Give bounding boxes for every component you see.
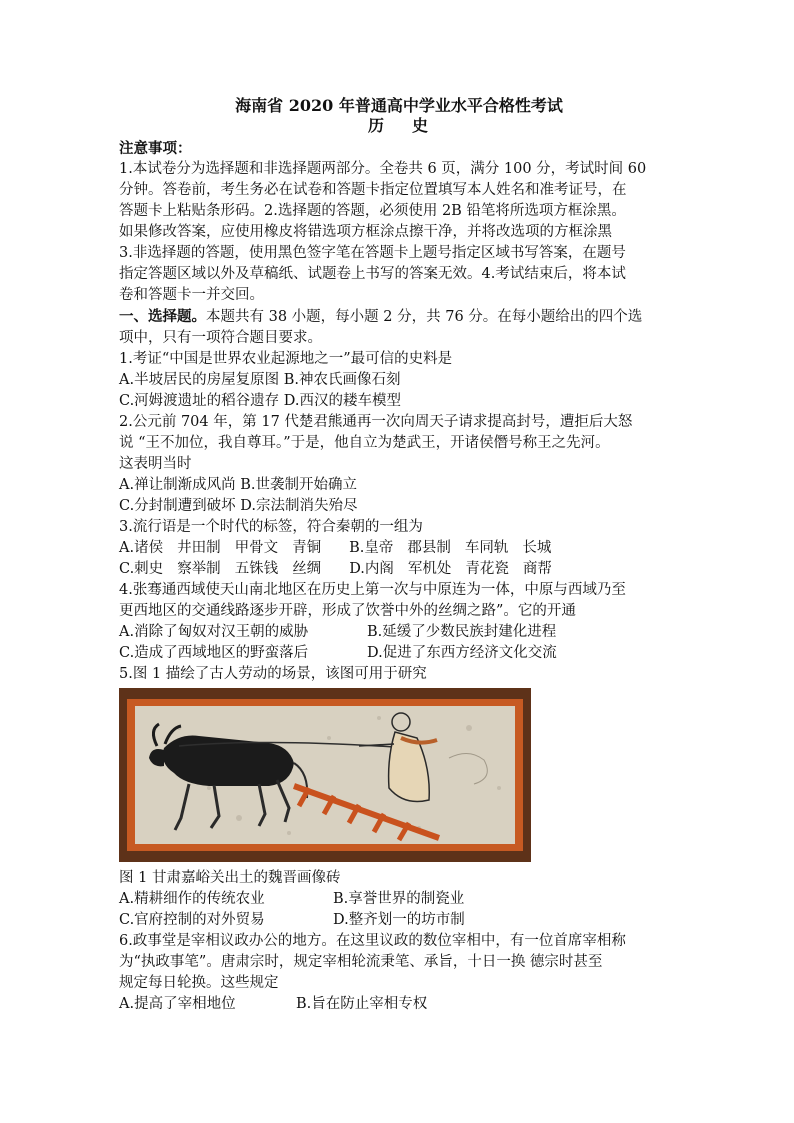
question-4-stem: 更西地区的交通线路逐步开辟，形成了饮誉中外的丝绸之路”。它的开通 (119, 603, 576, 619)
option-term: 车同轨 (464, 540, 509, 556)
notes-heading: 注意事项： (119, 140, 192, 157)
ox-ploughing-illustration (119, 688, 531, 862)
question-2-stem: 2.公元前 704 年，第 17 代楚君熊通再一次向周天子请求提高封号，遭拒后大怒 (119, 414, 633, 430)
option-term: 长城 (522, 540, 552, 556)
option-b: B.享誉世界的制瓷业 (333, 891, 465, 907)
notes-line: 1.本试卷分为选择题和非选择题两部分。全卷共 6 页，满分 100 分，考试时间 60 (119, 161, 647, 177)
section-1-label: 一、选择题。 (119, 308, 206, 325)
question-1-options-cd: C.河姆渡遗址的稻谷遗存 D.西汉的耧车模型 (119, 393, 402, 409)
subject-char-2: 史 (412, 116, 431, 135)
figure-caption: 图 1 甘肃嘉峪关出土的魏晋画像砖 (119, 870, 341, 886)
question-3-options-ab (119, 538, 679, 559)
option-a: A.消除了匈奴对汉王朝的威胁 (119, 624, 309, 640)
question-2-stem: 这表明当时 (119, 456, 192, 472)
option-c: C.官府控制的对外贸易 (119, 912, 265, 928)
option-d: D.促进了东西方经济文化交流 (367, 645, 557, 661)
question-3-options-cd (119, 559, 679, 580)
question-1-options-ab: A.半坡居民的房屋复原图 B.神农氏画像石刻 (119, 372, 401, 388)
notes-line: 如果修改答案，应使用橡皮将错选项方框涂点擦干净，并将改选项的方框涂黑 (119, 224, 612, 240)
option-d: D.整齐划一的坊市制 (333, 912, 465, 928)
question-3-stem: 3.流行语是一个时代的标签，符合秦朝的一组为 (119, 519, 423, 535)
option-term: 甲骨文 (234, 540, 279, 556)
question-2-stem: 说 “王不加位，我自尊耳。”于是，他自立为楚武王，开诸侯僭号称王之先河。 (119, 435, 610, 451)
option-d: D.内阁 (349, 561, 394, 577)
option-a: A.诸侯 (119, 540, 164, 556)
option-a: A.精耕细作的传统农业 (119, 891, 265, 907)
question-5-options-ab (119, 889, 679, 910)
notes-line: 3.非选择题的答题，使用黑色签字笔在答题卡上题号指定区域书写答案，在题号 (119, 245, 626, 261)
option-term: 井田制 (177, 540, 221, 556)
option-term: 五铢钱 (234, 561, 279, 577)
section-1-text-2: 项中，只有一项符合题目要求。 (119, 330, 322, 346)
option-b: B.延缓了少数民族封建化进程 (367, 624, 557, 640)
option-a: A.提高了宰相地位 (119, 996, 236, 1012)
question-5-options-cd (119, 910, 679, 931)
option-term: 商帮 (522, 561, 552, 577)
option-c: C.刺史 (119, 561, 164, 577)
option-b: B.旨在防止宰相专权 (296, 996, 428, 1012)
question-6-stem: 6.政事堂是宰相议政办公的地方。在这里议政的数位宰相中，有一位首席宰相称 (119, 933, 626, 949)
subject-title (119, 116, 679, 136)
option-c: C.造成了西域地区的野蛮落后 (119, 645, 309, 661)
option-term: 察举制 (177, 561, 221, 577)
question-6-stem: 规定每日轮换。这些规定 (119, 975, 279, 991)
option-term: 郡县制 (407, 540, 451, 556)
section-1-intro (119, 306, 679, 328)
question-2-options-ab: A.禅让制渐成风尚 B.世袭制开始确立 (119, 477, 357, 493)
question-4-stem: 4.张骞通西域使天山南北地区在历史上第一次与中原连为一体，中原与西域乃至 (119, 582, 626, 598)
option-term: 丝绸 (292, 561, 322, 577)
question-1-stem: 1.考证“中国是世界农业起源地之一”最可信的史料是 (119, 351, 453, 367)
notes-line: 分钟。答卷前，考生务必在试卷和答题卡指定位置填写本人姓名和准考证号，在 (119, 182, 627, 198)
question-4-options-ab (119, 622, 679, 643)
option-term: 青花瓷 (465, 561, 509, 577)
question-2-options-cd: C.分封制遭到破坏 D.宗法制消失殆尽 (119, 498, 358, 514)
exam-page (119, 96, 679, 1015)
painted-brick-image (119, 688, 531, 862)
option-b: B.皇帝 (349, 540, 394, 556)
option-term: 军机处 (407, 561, 452, 577)
question-5-stem: 5.图 1 描绘了古人劳动的场景，该图可用于研究 (119, 666, 427, 682)
notes-line: 指定答题区域以外及草稿纸、试题卷上书写的答案无效。4.考试结束后，将本试 (119, 266, 626, 282)
question-6-options-ab (119, 994, 679, 1015)
question-4-options-cd (119, 643, 679, 664)
notes-line: 答题卡上粘贴条形码。2.选择题的答题，必须使用 2B 铅笔将所选项方框涂黑。 (119, 203, 626, 219)
exam-title: 海南省 2020 年普通高中学业水平合格性考试 (235, 96, 563, 115)
question-6-stem: 为“执政事笔”。唐肃宗时，规定宰相轮流秉笔、承旨，十日一换 德宗时甚至 (119, 954, 603, 970)
notes-line: 卷和答题卡一并交回。 (119, 287, 264, 303)
section-1-text: 本题共有 38 小题，每小题 2 分，共 76 分。在每小题给出的四个选 (206, 309, 643, 325)
option-term: 青铜 (292, 540, 322, 556)
subject-char-1: 历 (367, 116, 386, 135)
